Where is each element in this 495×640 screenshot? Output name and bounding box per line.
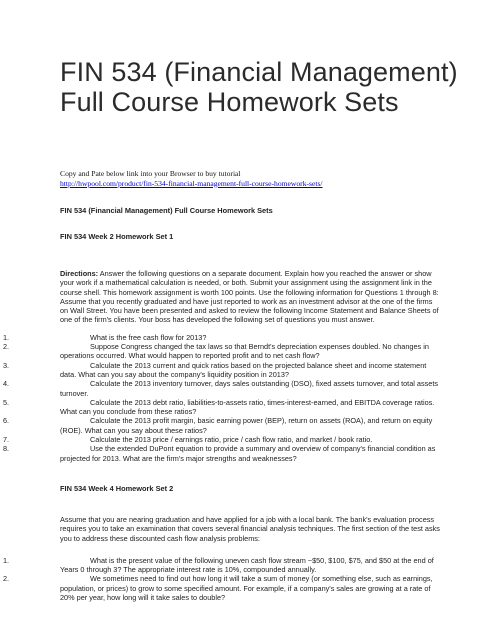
question-text: Suppose Congress changed the tax laws so that Berndt's depreciation expenses doubled. No changes in operations occurred. What would happen to reported profit and to net cash flow? <box>60 342 429 361</box>
main-heading: FIN 534 (Financial Management) Full Course Homework Sets <box>60 206 273 215</box>
list-item <box>3 444 443 463</box>
question-text: Calculate the 2013 profit margin, basic earning power (BEP), return on assets (ROA), and return on equity (ROE). What can you say about these ratios? <box>60 416 433 435</box>
list-item <box>3 574 443 603</box>
directions-text: Answer the following questions on a separate document. Explain how you reached the answer or show your work if a mathematical calculation is needed, or both. Submit your assignment using the assignment link in the course shell. This homework assignment is worth 100 points. Use the following information for Questions 1 through 8: Assume that you recently graduated and have just reported to work as an investment advisor at the one of the firms on Wall Street. You have been presented and asked to review the following Income Statement and Balance Sheets of one of the firm's clients. Your boss has developed the following set of questions you must answer. <box>60 269 439 325</box>
question-number: 7. <box>3 435 10 445</box>
tutorial-link[interactable]: http://hwpool.com/product/fin-534-financial-management-full-course-homework-sets/ <box>60 178 323 188</box>
directions-label: Directions: <box>60 269 99 278</box>
question-number: 6. <box>3 416 10 426</box>
question-text: Use the extended DuPont equation to provide a summary and overview of company's financial condition as projected for 2013. What are the firm's major strengths and weaknesses? <box>60 444 436 463</box>
week2-question-list <box>3 332 443 463</box>
list-item <box>3 379 443 398</box>
question-number: 8. <box>3 444 10 454</box>
question-text: We sometimes need to find out how long it will take a sum of money (or something else, such as earnings, population, or prices) to grow to some specified amount. For example, if a company's sales are growing at a rate of 20% per year, how long will it take sales to double? <box>60 574 433 603</box>
list-item <box>3 332 443 342</box>
question-number: 3. <box>3 360 10 370</box>
week4-heading: FIN 534 Week 4 Homework Set 2 <box>60 483 174 493</box>
list-item <box>3 342 443 361</box>
week4-question-list <box>3 555 443 603</box>
list-item <box>3 397 443 417</box>
question-text: Calculate the 2013 debt ratio, liabilities-to-assets ratio, times-interest-earned, and EBITDA coverage ratios. What can you conclude from these ratios? <box>60 397 435 417</box>
list-item <box>3 360 443 380</box>
question-number: 4. <box>3 379 10 389</box>
list-item <box>3 555 443 575</box>
week2-heading: FIN 534 Week 2 Homework Set 1 <box>60 232 174 241</box>
document-title: FIN 534 (Financial Management) Full Course Homework Sets <box>60 57 458 117</box>
question-number: 1. <box>3 332 10 342</box>
week4-intro-paragraph: Assume that you are nearing graduation and have applied for a job with a local bank. The bank's evaluation process requires you to take an examination that covers several financial analysis techniques. The first section of the test asks you to address these discounted cash flow analysis problems: <box>60 514 440 543</box>
list-item <box>3 416 443 435</box>
question-text: Calculate the 2013 inventory turnover, days sales outstanding (DSO), fixed assets turnover, and total assets turnover. <box>60 379 439 398</box>
list-item <box>3 435 443 445</box>
question-number: 2. <box>3 574 10 584</box>
question-text: Calculate the 2013 price / earnings ratio, price / cash flow ratio, and market / book ratio. <box>90 435 373 445</box>
directions-paragraph <box>60 269 440 325</box>
copy-instruction: Copy and Pate below link into your Browser to buy tutorial <box>60 169 241 178</box>
question-text: What is the present value of the following uneven cash flow stream −$50, $100, $75, and $50 at the end of Years 0 through 3? The appropriate interest rate is 10%, compounded annually. <box>60 555 434 575</box>
question-number: 5. <box>3 397 10 407</box>
question-number: 2. <box>3 342 10 352</box>
question-text: What is the free cash flow for 2013? <box>90 332 207 342</box>
question-number: 1. <box>3 555 10 565</box>
question-text: Calculate the 2013 current and quick ratios based on the projected balance sheet and income statement data. What can you say about the company's liquidity position in 2013? <box>60 360 427 379</box>
